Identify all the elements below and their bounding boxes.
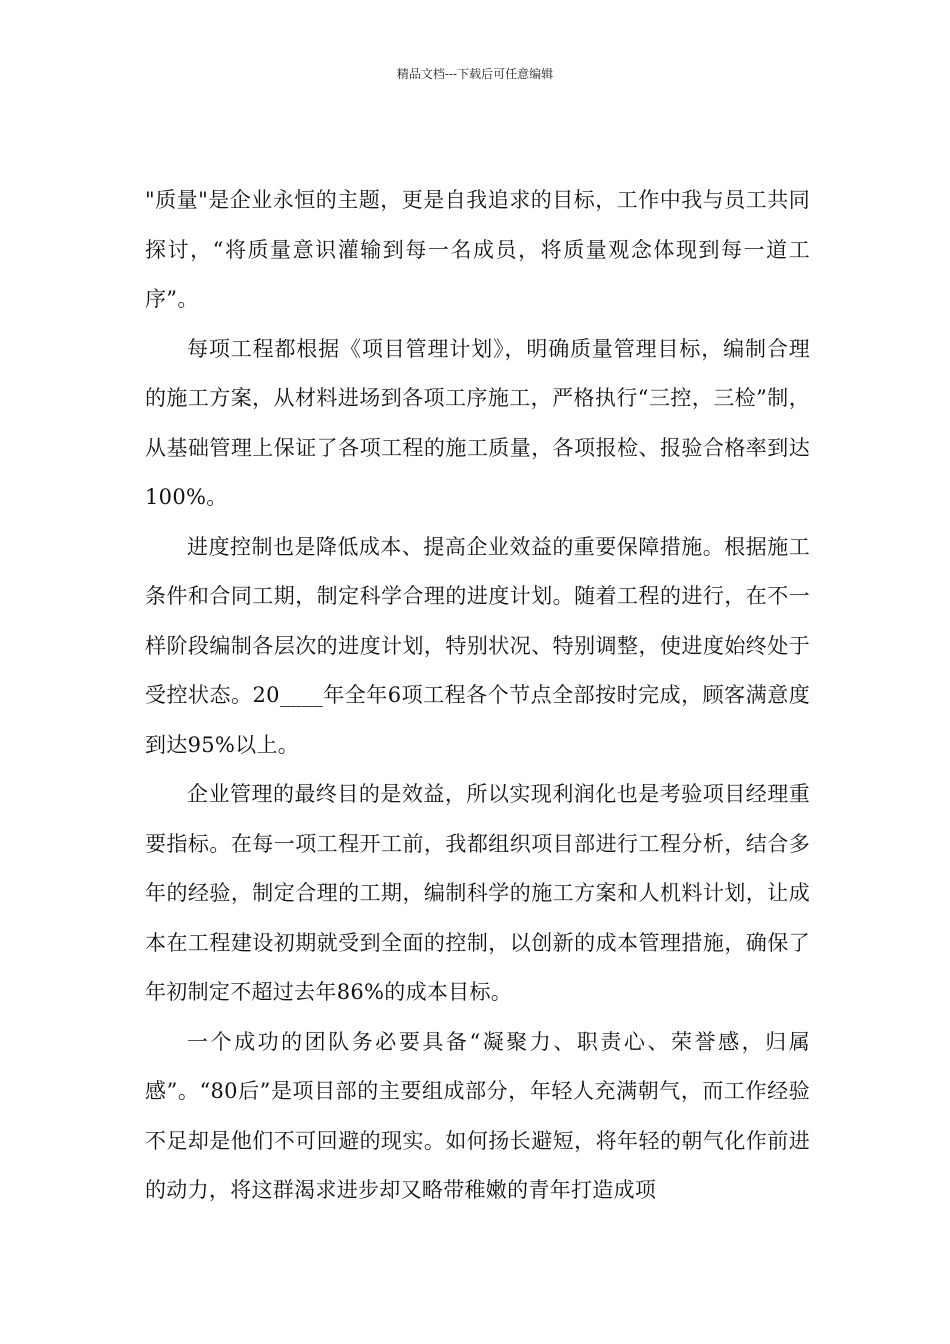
document-body (145, 176, 810, 1216)
page-header: 精品文档---下载后可任意编辑 (396, 67, 554, 81)
paragraph-project-plan: 每项工程都根据《项目管理计划》，明确质量管理目标，编制合理的施工方案，从材料进场到各项工序施工，严格执行“三控，三检”制，从基础管理上保证了各项工程的施工质量，各项报检、报验合格率到达100%。 (145, 336, 810, 509)
paragraph-schedule-control: 进度控制也是降低成本、提高企业效益的重要保障措施。根据施工条件和合同工期，制定科学合理的进度计划。随着工程的进行，在不一样阶段编制各层次的进度计划，特别状况、特别调整，使进度始终处于受控状态。20____年全年6项工程各个节点全部按时完成，顾客满意度到达95%以上。 (145, 534, 810, 757)
paragraph-quality: "质量"是企业永恒的主题，更是自我追求的目标，工作中我与员工共同探讨，“将质量意识灌输到每一名成员，将质量观念体现到每一道工序”。 (145, 188, 810, 311)
paragraph-team-building: 一个成功的团队务必要具备“凝聚力、职责心、荣誉感，归属感”。“80后”是项目部的主要组成部分，年轻人充满朝气，而工作经验不足却是他们不可回避的现实。如何扬长避短，将年轻的朝气化作前进的动力，将这群渴求进步却又略带稚嫩的青年打造成项 (145, 1029, 810, 1202)
paragraph-cost-management: 企业管理的最终目的是效益，所以实现利润化也是考验项目经理重要指标。在每一项工程开工前，我都组织项目部进行工程分析，结合多年的经验，制定合理的工期，编制科学的施工方案和人机料计划，让成本在工程建设初期就受到全面的控制，以创新的成本管理措施，确保了年初制定不超过去年86%的成本目标。 (145, 782, 810, 1004)
